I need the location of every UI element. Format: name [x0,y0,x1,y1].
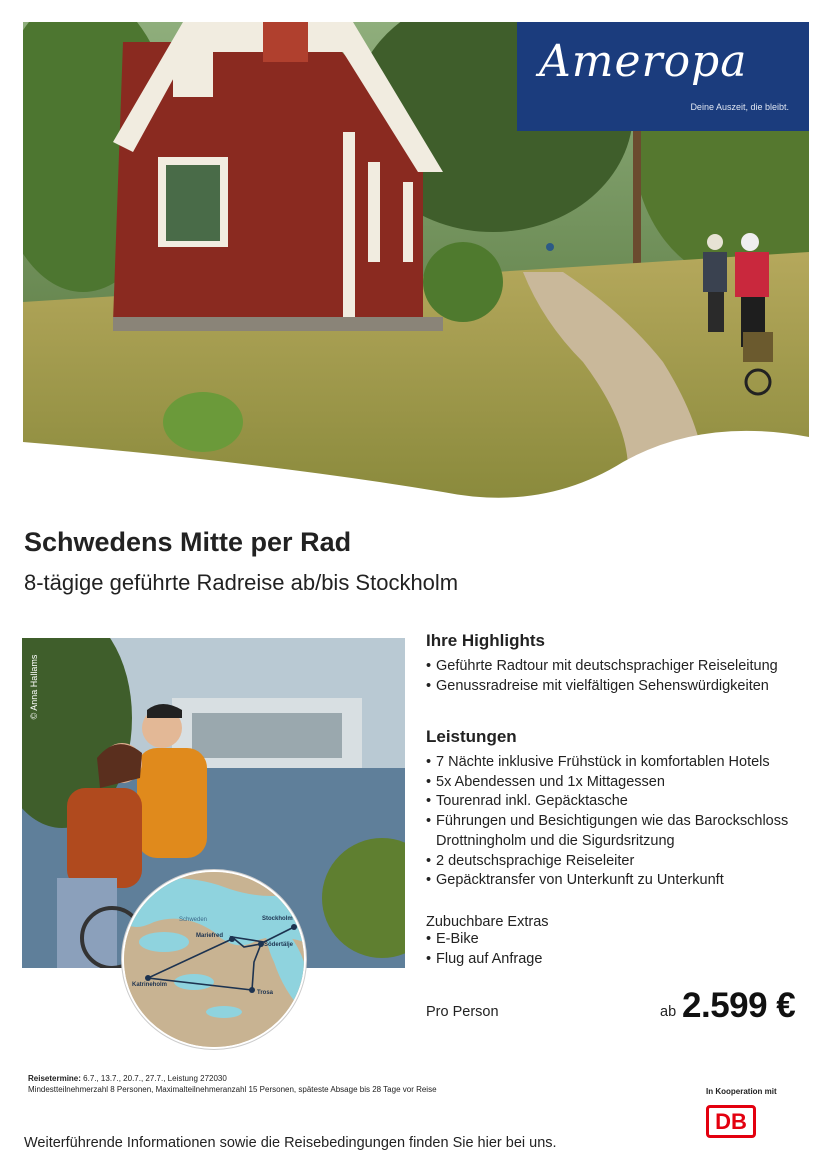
services-section [426,727,816,891]
extras-list [426,930,816,969]
stop-stockholm [291,924,297,930]
list-item: • 5x Abendessen und 1x Mittagessen [426,773,816,793]
travel-dates-label: Reisetermine: [28,1074,81,1083]
map-label-mariefred: Mariefred [196,933,224,939]
map-label-katrineholm: Katrineholm [132,982,168,988]
highlights-section [426,631,816,696]
list-item: • E-Bike [426,930,816,950]
price-prefix: ab [660,1004,677,1020]
price-amount: 2.599 € [682,986,796,1025]
highlights-title: Ihre Highlights [426,631,545,650]
list-item: • Gepäcktransfer von Unterkunft zu Unterkunft [426,871,816,891]
list-item: • Führungen und Besichtigungen wie das Barockschloss [426,812,816,832]
stop-trosa [249,987,255,993]
list-item: • Tourenrad inkl. Gepäcktasche [426,792,816,812]
list-item-continuation: Drottningholm und die Sigurdsritzung [436,832,675,849]
list-item: • Genussradreise mit vielfältigen Sehenswürdigkeiten [426,677,816,697]
list-item: • 7 Nächte inklusive Frühstück in komfortablen Hotels [426,753,816,773]
photo-credit [27,650,41,730]
brand-claim: Deine Auszeit, die bleibt. [690,102,789,112]
page-subtitle: 8-tägige geführte Radreise ab/bis Stockholm [24,570,459,595]
map-label-country: Schweden [179,917,208,923]
brand-logo-text: Ameropa [539,36,748,87]
services-title: Leistungen [426,727,517,746]
route-map-illustration [124,872,304,1047]
services-list [426,753,816,891]
footer-link-text[interactable]: Weiterführende Informationen sowie die Reisebedingungen finden Sie hier bei uns. [24,1135,557,1151]
extras-section [426,914,816,969]
page-title: Schwedens Mitte per Rad [24,527,352,557]
list-item: • Geführte Radtour mit deutschsprachiger Reiseleitung [426,657,816,677]
travel-dates-value: 6.7., 13.7., 20.7., 27.7., Leistung 272030 [80,1074,227,1083]
photo-credit-text: © Anna Hallams [29,654,39,720]
brand-logo [517,22,809,131]
price-label: Pro Person [426,1004,499,1020]
extras-title: Zubuchbare Extras [426,914,549,930]
highlights-list [426,657,816,696]
list-item: • Flug auf Anfrage [426,950,816,970]
partner-label: In Kooperation mit [706,1087,777,1096]
route-map [122,870,306,1049]
map-label-trosa: Trosa [257,990,274,996]
participants-note: Mindestteilnehmerzahl 8 Personen, Maximalteilnehmeranzahl 15 Personen, späteste Absage bis 28 Tage vor Reise [28,1085,437,1094]
map-label-sodertalje: Södertälje [264,942,294,948]
db-logo: DB [706,1105,756,1138]
map-label-stockholm: Stockholm [262,916,293,922]
travel-dates [28,1074,227,1083]
stop-mariefred [229,936,235,942]
list-item: • 2 deutschsprachige Reiseleiter [426,852,816,872]
stop-katrineholm [145,975,151,981]
